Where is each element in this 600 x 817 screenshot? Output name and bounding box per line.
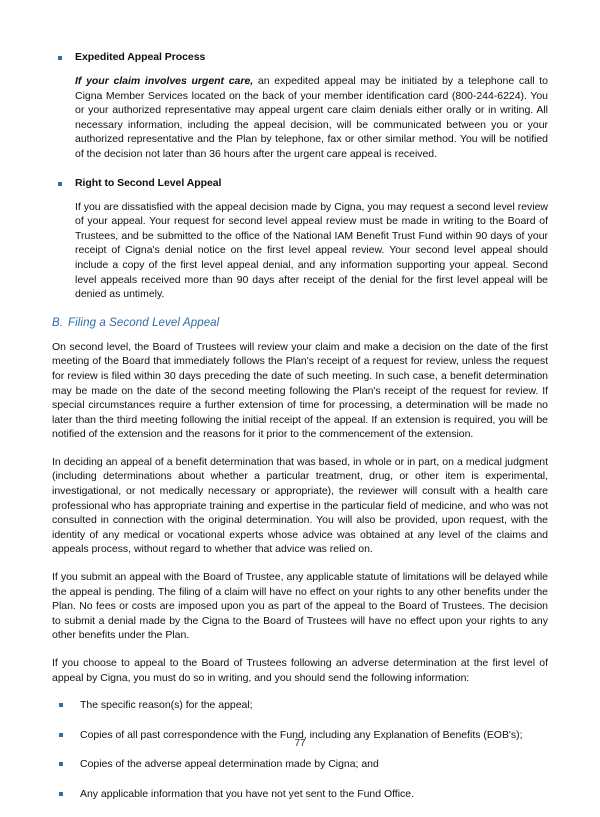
square-bullet-icon [59, 762, 63, 766]
square-bullet-icon [58, 182, 62, 186]
heading-expedited-appeal-process: Expedited Appeal Process [75, 51, 206, 63]
block-second-level-appeal-body [75, 200, 548, 302]
list-item-label: Any applicable information that you have not yet sent to the Fund Office. [80, 787, 414, 800]
block-expedited-appeal-body [75, 74, 548, 162]
section-title: Filing a Second Level Appeal [68, 316, 220, 329]
list-item-label: The specific reason(s) for the appeal; [80, 699, 253, 712]
bullet-heading-right-to-second-level-appeal [52, 176, 548, 191]
list-item-label: Copies of the adverse appeal determination made by Cigna; and [80, 758, 379, 771]
square-bullet-icon [59, 703, 63, 707]
paragraph-section-b-4: If you choose to appeal to the Board of Trustees following an adverse determination at the first level of appeal by Cigna, you must do so in writing, and you should send the following information: [52, 657, 548, 684]
paragraph-section-b-1: On second level, the Board of Trustees will review your claim and make a decision on the date of the first meeting of the Board that immediately follows the Plan's receipt of a request for review, unless the request for review is filed within 30 days preceding the date of such meeting. In such case, a benefit determination may be made on the date of the second meeting following the Plan's receipt of the request for review. If special circumstances require a further extension of time for processing, a determination will be made no later than the third meeting following the initial receipt of the appeal. If an extension is required, you will be notified of the extension and the reasons for it prior to the commencement of the extension. [52, 340, 548, 441]
paragraph-section-b-2: In deciding an appeal of a benefit determination that was based, in whole or in part, on a medical judgment (including determinations about whether a particular treatment, drug, or other item is experimental, investigational, or not medically necessary or appropriate), the reviewer will consult with a health care professional who has appropriate training and expertise in the particular field of medicine, and who was not consulted in connection with the original determination. You will also be provided, upon request, with the identity of any medical or vocational experts whose advice was obtained at any level of the claims and appeals process, without regard to whether that advice was relied on. [52, 455, 548, 556]
appeal-information-list [52, 698, 548, 801]
square-bullet-icon [58, 56, 62, 60]
paragraph-section-b-3: If you submit an appeal with the Board of Trustee, any applicable statute of limitations will be delayed while the appeal is pending. The filing of a claim will have no effect on your rights to any other benefits under the Plan. No fees or costs are imposed upon you as part of the appeal to the Board of Trustees. The decision to submit a denial made by the Cigna to the Board of Trustees will have no effect upon your rights to any other benefits under the Plan. [52, 571, 548, 642]
emphasis-urgent-care: If your claim involves urgent care, [75, 75, 254, 87]
square-bullet-icon [59, 792, 63, 796]
list-item [52, 757, 548, 772]
list-item-label: Copies of all past correspondence with the Fund, including any Explanation of Benefits (EOB's); [80, 728, 523, 741]
section-letter: B. [52, 316, 64, 329]
list-item [52, 787, 548, 802]
page-content [52, 50, 548, 817]
list-item [52, 698, 548, 713]
square-bullet-icon [59, 733, 63, 737]
bullet-heading-expedited-appeal-process [52, 50, 548, 65]
page-number-footer: 77 [294, 738, 306, 749]
paragraph-expedited-appeal-text: an expedited appeal may be initiated by a telephone call to Cigna Member Services located on the back of your member identification card (800-244-6224). You or your authorized representative may appeal urgent care claim denials either orally or in writing. All necessary information, including the appeal decision, will be communicated between you or your authorized representative and the Plan by telephone, fax or other similar method. You will be notified of the decision not later than 36 hours after the urgent care appeal is received. [75, 75, 548, 160]
section-heading-filing-second-level-appeal [52, 316, 548, 331]
heading-right-to-second-level-appeal: Right to Second Level Appeal [75, 176, 222, 189]
paragraph-expedited-appeal [75, 74, 548, 162]
paragraph-second-level-appeal: If you are dissatisfied with the appeal decision made by Cigna, you may request a second level review of your appeal. Your request for second level appeal review must be made in writing to the Board of Trustees, and be submitted to the office of the National IAM Benefit Trust Fund within 90 days of your receipt of Cigna's denial notice on the first level appeal review. Your second level appeal should include a copy of the first level appeal denial, and any information supporting your appeal. Second level appeals received more than 90 days after receipt of the denial for the first level appeal will be denied as untimely. [75, 200, 548, 301]
